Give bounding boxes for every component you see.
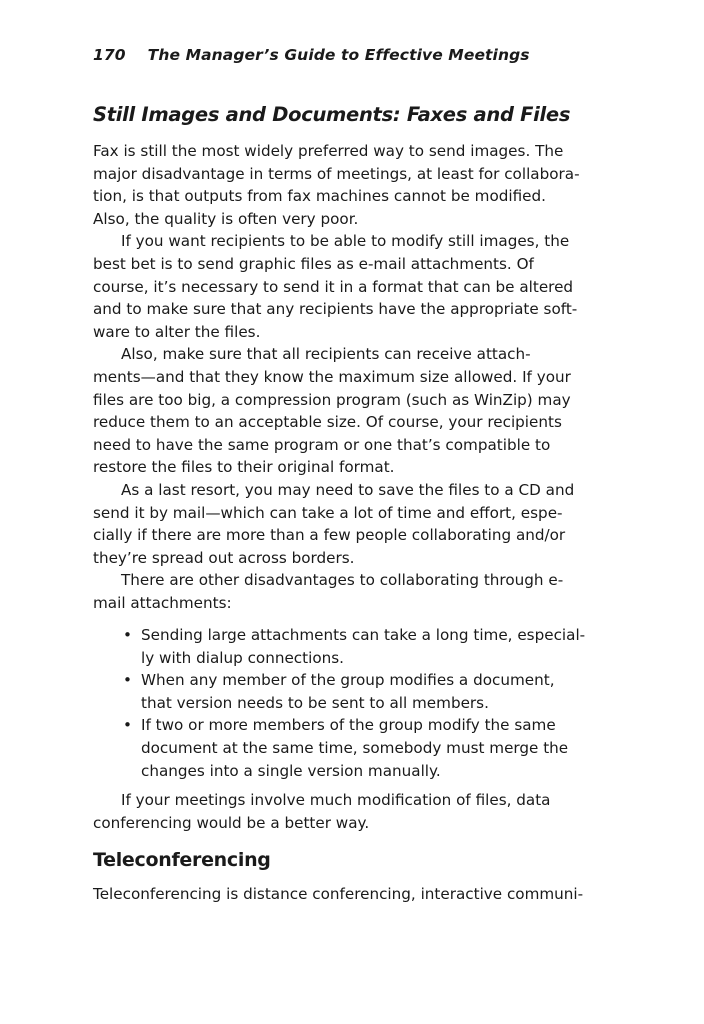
list-item bbox=[93, 669, 613, 692]
text-line: cially if there are more than a few people collaborating and/or bbox=[93, 526, 566, 545]
list-item-text: If two or more members of the group modify the same bbox=[141, 716, 556, 735]
text-line: restore the files to their original format. bbox=[93, 458, 395, 477]
list-item-continuation: document at the same time, somebody must merge the bbox=[141, 738, 569, 757]
bullet-marker: • bbox=[123, 626, 132, 644]
list-item-continuation: ly with dialup connections. bbox=[141, 648, 344, 667]
list-item-continuation: that version needs to be sent to all members. bbox=[141, 693, 489, 712]
text-line: major disadvantage in terms of meetings, at least for collabora- bbox=[93, 164, 580, 183]
text-line: Also, make sure that all recipients can receive attach- bbox=[121, 345, 531, 364]
bullet-list bbox=[93, 624, 613, 782]
bullet-marker: • bbox=[123, 716, 132, 735]
text-line: reduce them to an acceptable size. Of course, your recipients bbox=[93, 413, 562, 432]
text-line: ments—and that they know the maximum size allowed. If your bbox=[93, 367, 571, 386]
paragraph-disadvantages bbox=[93, 569, 613, 614]
text-line: send it by mail—which can take a lot of time and effort, espe- bbox=[93, 503, 563, 522]
text-line: Teleconferencing is distance conferencing, interactive communi- bbox=[93, 885, 584, 903]
paragraph-fax bbox=[93, 140, 613, 230]
list-item-continuation: changes into a single version manually. bbox=[141, 761, 441, 780]
text-line: conferencing would be a better way. bbox=[93, 813, 370, 832]
list-item-text: When any member of the group modifies a document, bbox=[141, 671, 555, 690]
text-line: If you want recipients to be able to modify still images, the bbox=[121, 232, 570, 251]
paragraph-attachments bbox=[93, 343, 613, 479]
text-line: course, it’s necessary to send it in a format that can be altered bbox=[93, 277, 574, 296]
text-line: need to have the same program or one that’s compatible to bbox=[93, 435, 551, 454]
text-line: files are too big, a compression program (such as WinZip) may bbox=[93, 390, 571, 409]
text-line: and to make sure that any recipients have the appropriate soft- bbox=[93, 300, 578, 319]
paragraph-teleconferencing bbox=[93, 883, 613, 906]
text-line: they’re spread out across borders. bbox=[93, 548, 355, 567]
section-heading-still-images: Still Images and Documents: Faxes and Files bbox=[93, 103, 571, 126]
paragraph-data-conferencing bbox=[93, 789, 613, 834]
text-line: If your meetings involve much modification of files, data bbox=[121, 791, 551, 809]
paragraph-graphic-files bbox=[93, 230, 613, 343]
text-line: ware to alter the files. bbox=[93, 322, 261, 341]
list-item bbox=[93, 624, 613, 647]
page-number: 170 bbox=[93, 46, 126, 64]
running-header bbox=[93, 46, 613, 64]
section-heading-teleconferencing: Teleconferencing bbox=[93, 849, 271, 871]
text-line: best bet is to send graphic files as e-mail attachments. Of bbox=[93, 254, 534, 273]
book-title: The Manager’s Guide to Effective Meetings bbox=[147, 46, 530, 64]
paragraph-last-resort bbox=[93, 479, 613, 569]
text-line: There are other disadvantages to collaborating through e- bbox=[121, 571, 564, 590]
text-line: Also, the quality is often very poor. bbox=[93, 209, 359, 228]
list-item bbox=[93, 714, 613, 737]
bullet-marker: • bbox=[123, 671, 132, 690]
text-line: Fax is still the most widely preferred way to send images. The bbox=[93, 142, 564, 160]
text-line: As a last resort, you may need to save the files to a CD and bbox=[121, 481, 575, 499]
list-item-text: Sending large attachments can take a long time, especial- bbox=[141, 626, 586, 644]
text-line: tion, is that outputs from fax machines cannot be modified. bbox=[93, 187, 546, 206]
text-line: mail attachments: bbox=[93, 593, 232, 612]
